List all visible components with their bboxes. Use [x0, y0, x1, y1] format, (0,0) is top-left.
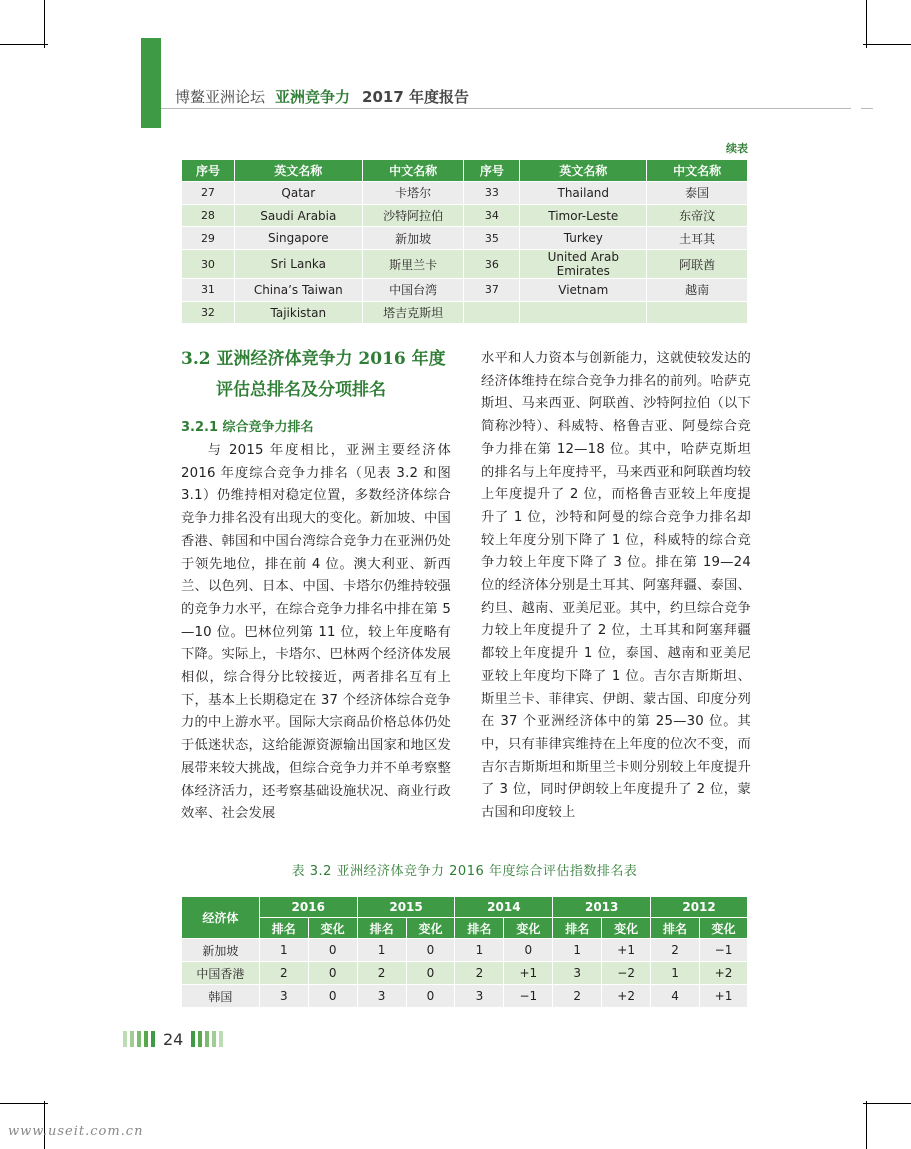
ranking-cell: 3: [357, 985, 406, 1008]
change-subheader: 变化: [504, 918, 553, 939]
table-corner-header: 经济体: [182, 897, 260, 939]
crop-mark: [0, 44, 48, 45]
ranking-cell: 2: [651, 939, 700, 962]
left-column: [181, 344, 451, 826]
ranking-cell: 0: [308, 962, 357, 985]
rank-subheader: 排名: [455, 918, 504, 939]
section-title-line1: 3.2 亚洲经济体竞争力 2016 年度: [181, 349, 446, 369]
table1-cell: 28: [182, 204, 235, 227]
section-title: [181, 344, 451, 406]
table1-cell: 中国台湾: [362, 279, 464, 302]
subsection-title: 3.2.1 综合竞争力排名: [181, 420, 314, 435]
year-header: 2015: [357, 897, 455, 918]
running-header: [175, 86, 469, 107]
table-row: [182, 962, 748, 985]
table-row: [182, 939, 748, 962]
table1-cell: 37: [464, 279, 520, 302]
table1-cell: 土耳其: [647, 227, 748, 250]
table1-cell: Sri Lanka: [234, 250, 362, 279]
crop-mark: [0, 1103, 48, 1104]
ranking-table: [181, 896, 748, 1008]
table1-header-cell: 中文名称: [647, 160, 748, 182]
header-forum: 博鳌亚洲论坛: [175, 88, 266, 106]
table1-cell: 越南: [647, 279, 748, 302]
table1-cell: [647, 301, 748, 324]
table1-cell: Singapore: [234, 227, 362, 250]
table-row: [182, 985, 748, 1008]
footer-bars-right: [191, 1031, 223, 1047]
table1-cell: Saudi Arabia: [234, 204, 362, 227]
ranking-cell: 1: [455, 939, 504, 962]
economy-name-cell: 新加坡: [182, 939, 260, 962]
ranking-cell: 0: [406, 962, 455, 985]
crop-mark: [863, 44, 911, 45]
table1-cell: Timor-Leste: [520, 204, 647, 227]
body-paragraph-left: 与 2015 年度相比，亚洲主要经济体 2016 年度综合竞争力排名（见表 3.2 和图 3.1）仍维持相对稳定位置，多数经济体综合竞争力排名没有出现大的变化。新加坡、中国香港、韩国和中国台湾综合竞争力在亚洲仍处于领先地位，排在前 4 位。澳大利亚、新西兰、以色列、日本、中国、卡塔尔仍维持较强的竞争力水平，在综合竞争力排名中排在第 5—10 位。巴林位列第 11 位，较上年度略有下降。实际上，卡塔尔、巴林两个经济体发展相似，综合得分比较接近，两者排名互有上下，基本上长期稳定在 37 个经济体综合竞争力的中上游水平。国际大宗商品价格总体仍处于低迷状态，这给能源资源输出国家和地区发展带来较大挑战，但综合竞争力并不单考察整体经济活力，还考察基础设施状况、商业行政效率、社会发展: [181, 443, 451, 822]
table-row: [182, 227, 748, 250]
year-header: 2016: [259, 897, 357, 918]
page-footer: [123, 1030, 223, 1048]
header-accent-bar: [141, 38, 161, 128]
table1-cell: 35: [464, 227, 520, 250]
table1-cell: 29: [182, 227, 235, 250]
header-rule: [161, 108, 851, 109]
footer-bars-left: [123, 1031, 155, 1047]
body-paragraph-right: 水平和人力资本与创新能力，这就使较发达的经济体维持在综合竞争力排名的前列。哈萨克斯坦、马来西亚、阿联酋、沙特阿拉伯（以下简称沙特）、科威特、格鲁吉亚、阿曼综合竞争力排在第 12—18 位。其中，哈萨克斯坦的排名与上年度持平，马来西亚和阿联酋均较上年度提升了 2 位，而格鲁吉亚较上年度提升了 1 位，沙特和阿曼的综合竞争力排名却较上年度分别下降了 1 位，科威特的综合竞争力较上年度下降了 3 位。排在第 19—24 位的经济体分别是土耳其、阿塞拜疆、泰国、约旦、越南、亚美尼亚。其中，约旦综合竞争力较上年度提升了 2 位，土耳其和阿塞拜疆都较上年度提升 1 位，泰国、越南和亚美尼亚较上年度均下降了 1 位。吉尔吉斯斯坦、斯里兰卡、菲律宾、伊朗、蒙古国、印度分列在 37 个亚洲经济体中的第 25—30 位。其中，只有菲律宾维持在上年度的位次不变，而吉尔吉斯斯坦和斯里兰卡则分别较上年度提升了 3 位，同时伊朗较上年度提升了 2 位，蒙古国和印度较上: [481, 351, 751, 821]
table1-cell: Tajikistan: [234, 301, 362, 324]
ranking-cell: +2: [700, 962, 748, 985]
ranking-cell: 1: [553, 939, 602, 962]
section-title-line2: 评估总排名及分项排名: [216, 380, 386, 400]
table-row: [182, 204, 748, 227]
ranking-cell: 2: [455, 962, 504, 985]
ranking-cell: +1: [700, 985, 748, 1008]
ranking-cell: 0: [504, 939, 553, 962]
ranking-cell: 0: [406, 985, 455, 1008]
ranking-cell: 0: [406, 939, 455, 962]
crop-mark: [863, 1103, 911, 1104]
crop-mark: [44, 0, 45, 48]
table1-header-cell: 序号: [182, 160, 235, 182]
rank-subheader: 排名: [651, 918, 700, 939]
table1-cell: United Arab Emirates: [520, 250, 647, 279]
table-row: [182, 279, 748, 302]
ranking-cell: 1: [651, 962, 700, 985]
economy-name-cell: 中国香港: [182, 962, 260, 985]
table1-cell: 36: [464, 250, 520, 279]
ranking-cell: 2: [553, 985, 602, 1008]
table1-cell: 34: [464, 204, 520, 227]
change-subheader: 变化: [700, 918, 748, 939]
table1-cell: Vietnam: [520, 279, 647, 302]
header-title: 亚洲竞争力: [275, 88, 351, 106]
ranking-cell: 3: [455, 985, 504, 1008]
ranking-cell: 2: [259, 962, 308, 985]
rank-subheader: 排名: [357, 918, 406, 939]
table1-cell: 斯里兰卡: [362, 250, 464, 279]
change-subheader: 变化: [406, 918, 455, 939]
table1-header-cell: 英文名称: [234, 160, 362, 182]
ranking-cell: 3: [259, 985, 308, 1008]
table1-cell: 31: [182, 279, 235, 302]
table1-cell: 沙特阿拉伯: [362, 204, 464, 227]
ranking-cell: 2: [357, 962, 406, 985]
table1-cell: 32: [182, 301, 235, 324]
ranking-cell: +1: [602, 939, 651, 962]
year-header: 2014: [455, 897, 553, 918]
crop-mark: [866, 0, 867, 48]
table1-cell: 泰国: [647, 182, 748, 205]
table1-header-cell: 序号: [464, 160, 520, 182]
header-rule-end: [861, 108, 873, 109]
table1-cell: 卡塔尔: [362, 182, 464, 205]
page-number: 24: [163, 1029, 184, 1049]
ranking-cell: −1: [700, 939, 748, 962]
table-row: [182, 301, 748, 324]
table1-cell: 30: [182, 250, 235, 279]
table1-cell: [464, 301, 520, 324]
rank-subheader: 排名: [259, 918, 308, 939]
ranking-cell: 3: [553, 962, 602, 985]
economy-name-cell: 韩国: [182, 985, 260, 1008]
table1-cell: 东帝汶: [647, 204, 748, 227]
watermark-text: www.useit.com.cn: [8, 1124, 144, 1139]
ranking-cell: 1: [259, 939, 308, 962]
table1-cell: Qatar: [234, 182, 362, 205]
year-header: 2012: [651, 897, 748, 918]
table1-cell: Thailand: [520, 182, 647, 205]
ranking-cell: 4: [651, 985, 700, 1008]
table1-header-cell: 中文名称: [362, 160, 464, 182]
table1-cell: Turkey: [520, 227, 647, 250]
continued-label: 续表: [726, 142, 748, 155]
table1-cell: 阿联酋: [647, 250, 748, 279]
table1-cell: 新加坡: [362, 227, 464, 250]
year-header: 2013: [553, 897, 651, 918]
right-column: [481, 348, 751, 825]
table-row: [182, 250, 748, 279]
change-subheader: 变化: [308, 918, 357, 939]
ranking-cell: +2: [602, 985, 651, 1008]
rank-subheader: 排名: [553, 918, 602, 939]
table1-cell: 27: [182, 182, 235, 205]
crop-mark: [866, 1101, 867, 1149]
change-subheader: 变化: [602, 918, 651, 939]
country-name-table: [181, 159, 748, 324]
header-year: 2017 年度报告: [362, 88, 470, 106]
table1-cell: [520, 301, 647, 324]
ranking-cell: 1: [357, 939, 406, 962]
table-caption: 表 3.2 亚洲经济体竞争力 2016 年度综合评估指数排名表: [291, 864, 638, 879]
table1-cell: 塔吉克斯坦: [362, 301, 464, 324]
ranking-cell: −2: [602, 962, 651, 985]
table1-header-cell: 英文名称: [520, 160, 647, 182]
ranking-cell: +1: [504, 962, 553, 985]
ranking-cell: 0: [308, 985, 357, 1008]
ranking-cell: 0: [308, 939, 357, 962]
table-row: [182, 182, 748, 205]
ranking-cell: −1: [504, 985, 553, 1008]
table1-cell: China’s Taiwan: [234, 279, 362, 302]
table1-cell: 33: [464, 182, 520, 205]
